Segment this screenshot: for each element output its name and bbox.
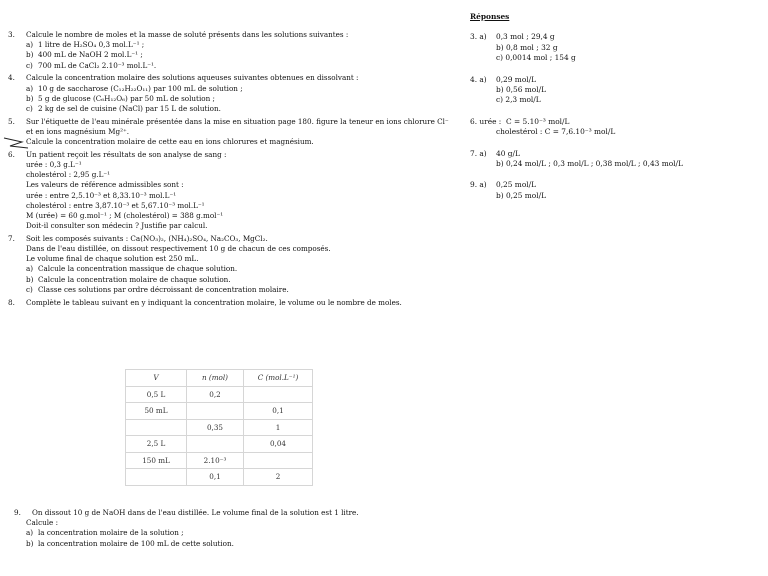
table-cell: 0,5 L (126, 386, 187, 403)
answer-line: b) 0,8 mol ; 32 g (496, 42, 558, 52)
exercise-text: Complète le tableau suivant en y indiquant la concentration molaire, le volume ou le nombre de moles. (26, 297, 402, 307)
item-text: Calcule la concentration molaire de chaque solution. (38, 274, 231, 284)
exercise-line: urée : entre 2,5.10⁻³ et 8,33.10⁻³ mol.L⁻¹ (26, 190, 177, 200)
item-text: la concentration molaire de 100 mL de cette solution. (38, 538, 234, 548)
exercise-line: cholestérol : entre 3,87.10⁻³ et 5,67.10⁻³ mol.L⁻¹ (26, 200, 205, 210)
header-moles: n (mol) (187, 370, 244, 387)
exercise-text: On dissout 10 g de NaOH dans de l'eau distillée. Le volume final de la solution est 1 litre. (32, 508, 359, 517)
answer-7 (470, 149, 760, 170)
answer-num: 7. a) (470, 148, 487, 158)
item-label: a) (26, 264, 34, 274)
answer-line: c) 0,0014 mol ; 154 g (496, 53, 576, 63)
table-cell: 1 (244, 419, 313, 436)
table-cell (244, 386, 313, 403)
exercise-9-block (8, 508, 458, 549)
answer-line: 0,29 mol/L (496, 74, 537, 84)
answer-6 (470, 117, 760, 138)
exercise-line: urée : 0,3 g.L⁻¹ (26, 159, 82, 169)
exercise-item (8, 264, 458, 274)
table-cell: 0,04 (244, 436, 313, 453)
exercise-3 (8, 30, 458, 40)
item-label: b) (26, 274, 34, 284)
answer-9 (470, 180, 760, 201)
exercise-number: 9. (14, 508, 21, 517)
answer-num: 6. urée : (470, 116, 502, 126)
exercise-6 (8, 150, 458, 160)
table-header-row (126, 370, 313, 387)
table-cell: 0,1 (244, 403, 313, 420)
exercise-line: M (urée) = 60 g.mol⁻¹ ; M (cholestérol) = 388 g.mol⁻¹ (26, 210, 224, 220)
exercise-item (8, 285, 458, 295)
item-text: 700 mL de CaCl₂ 2.10⁻³ mol.L⁻¹. (38, 60, 157, 70)
table-cell: 2 (244, 469, 313, 486)
answers-title: Réponses (470, 12, 510, 21)
exercise-item (8, 539, 458, 549)
answer-line: 0,25 mol/L (496, 180, 537, 190)
item-label: b) (26, 538, 34, 548)
table-cell (187, 403, 244, 420)
exercise-number: 5. (8, 116, 15, 126)
exercise-line: Dans de l'eau distillée, on dissout respectivement 10 g de chacun de ces composés. (26, 244, 331, 254)
table-cell (126, 469, 187, 486)
table-cell: 0,2 (187, 386, 244, 403)
table-cell: 150 mL (126, 452, 187, 469)
answer-line: b) 0,24 mol/L ; 0,3 mol/L ; 0,38 mol/L ; 0,43 mol/L (496, 159, 683, 169)
answer-4 (470, 75, 760, 106)
exercise-text: Sur l'étiquette de l'eau minérale présentée dans la mise en situation page 180. figure la teneur en ions chlorure Cl⁻ et en ions magnésium Mg²⁺. (26, 116, 449, 136)
answers-panel (470, 12, 760, 212)
item-text: la concentration molaire de la solution ; (38, 528, 184, 538)
table-row (126, 386, 313, 403)
table-cell: 2.10⁻³ (187, 452, 244, 469)
exercise-item (8, 40, 458, 50)
exercise-item (8, 528, 458, 538)
exercise-line: Calcule : (26, 518, 58, 528)
item-text: 2 kg de sel de cuisine (NaCl) par 15 L de solution. (38, 103, 221, 113)
exercise-line: Calcule la concentration molaire de cette eau en ions chlorures et magnésium. (26, 137, 314, 147)
exercise-line: Le volume final de chaque solution est 250 mL. (26, 254, 199, 264)
table-row (126, 403, 313, 420)
table-cell: 50 mL (126, 403, 187, 420)
item-text: 400 mL de NaOH 2 mol.L⁻¹ ; (38, 50, 143, 60)
exercise-text: Calcule la concentration molaire des solutions aqueuses suivantes obtenues en dissolvant : (26, 73, 359, 83)
exercise-number: 6. (8, 149, 15, 159)
exercise-number: 8. (8, 297, 15, 307)
item-text: Calcule la concentration massique de chaque solution. (38, 264, 238, 274)
exercise-text: Calcule le nombre de moles et la masse de soluté présents dans les solutions suivantes : (26, 30, 349, 39)
answer-num: 9. a) (470, 180, 487, 190)
answer-line: 0,3 mol ; 29,4 g (496, 32, 555, 42)
table-row (126, 469, 313, 486)
item-label: b) (26, 50, 34, 60)
answer-line: b) 0,25 mol/L (496, 190, 546, 200)
answer-num: 3. a) (470, 32, 487, 42)
item-label: c) (26, 60, 33, 70)
table-row (126, 419, 313, 436)
table-row (126, 452, 313, 469)
table-cell (187, 436, 244, 453)
exercise-text: Un patient reçoit les résultats de son analyse de sang : (26, 149, 227, 159)
table-cell: 0,1 (187, 469, 244, 486)
exercise-8-table (125, 369, 313, 486)
item-text: Classe ces solutions par ordre décroissant de concentration molaire. (38, 284, 289, 294)
table-cell: 0,35 (187, 419, 244, 436)
item-label: a) (26, 528, 34, 538)
exercise-7 (8, 234, 458, 244)
table-cell (126, 419, 187, 436)
answer-line: c) 2,3 mol/L (496, 95, 541, 105)
item-label: c) (26, 103, 33, 113)
exercise-line: cholestérol : 2,95 g.L⁻¹ (26, 170, 111, 180)
exercise-item (8, 50, 458, 60)
exercise-number: 3. (8, 30, 15, 39)
exercise-item (8, 84, 458, 94)
answer-line: b) 0,56 mol/L (496, 85, 546, 95)
exercise-8 (8, 298, 458, 308)
exercise-text: Soit les composés suivants : Ca(NO₃)₂, (NH₄)₂SO₄, Na₂CO₃, MgCl₂. (26, 233, 268, 243)
answer-line: C = 5.10⁻³ mol/L (506, 116, 570, 126)
answer-3 (470, 32, 760, 63)
item-label: a) (26, 40, 34, 50)
item-text: 10 g de saccharose (C₁₂H₂₂O₁₁) par 100 mL de solution ; (38, 83, 243, 93)
exercise-number: 7. (8, 233, 15, 243)
exercise-number: 4. (8, 73, 15, 83)
pen-mark-icon (2, 136, 32, 150)
exercise-item (8, 94, 458, 104)
table-row (126, 436, 313, 453)
exercise-item (8, 61, 458, 71)
exercise-5 (8, 117, 458, 137)
item-text: 1 litre de H₂SO₄ 0,3 mol.L⁻¹ ; (38, 40, 145, 50)
item-label: b) (26, 93, 34, 103)
table-cell: 2,5 L (126, 436, 187, 453)
exercises-column (8, 30, 458, 308)
answer-num: 4. a) (470, 74, 487, 84)
exercise-line: Les valeurs de référence admissibles sont : (26, 180, 184, 190)
answer-line: 40 g/L (496, 148, 520, 158)
exercise-9 (8, 508, 458, 518)
table-cell (244, 452, 313, 469)
answer-line: cholestérol : C = 7,6.10⁻³ mol/L (496, 127, 616, 137)
exercise-line: Doit-il consulter son médecin ? Justifie par calcul. (26, 221, 208, 231)
exercise-item (8, 104, 458, 114)
item-label: c) (26, 284, 33, 294)
item-text: 5 g de glucose (C₆H₁₂O₆) par 50 mL de solution ; (38, 93, 215, 103)
header-concentration: C (mol.L⁻¹) (244, 370, 313, 387)
item-label: a) (26, 83, 34, 93)
exercise-4 (8, 73, 458, 83)
exercise-item (8, 275, 458, 285)
header-volume: V (126, 370, 187, 387)
